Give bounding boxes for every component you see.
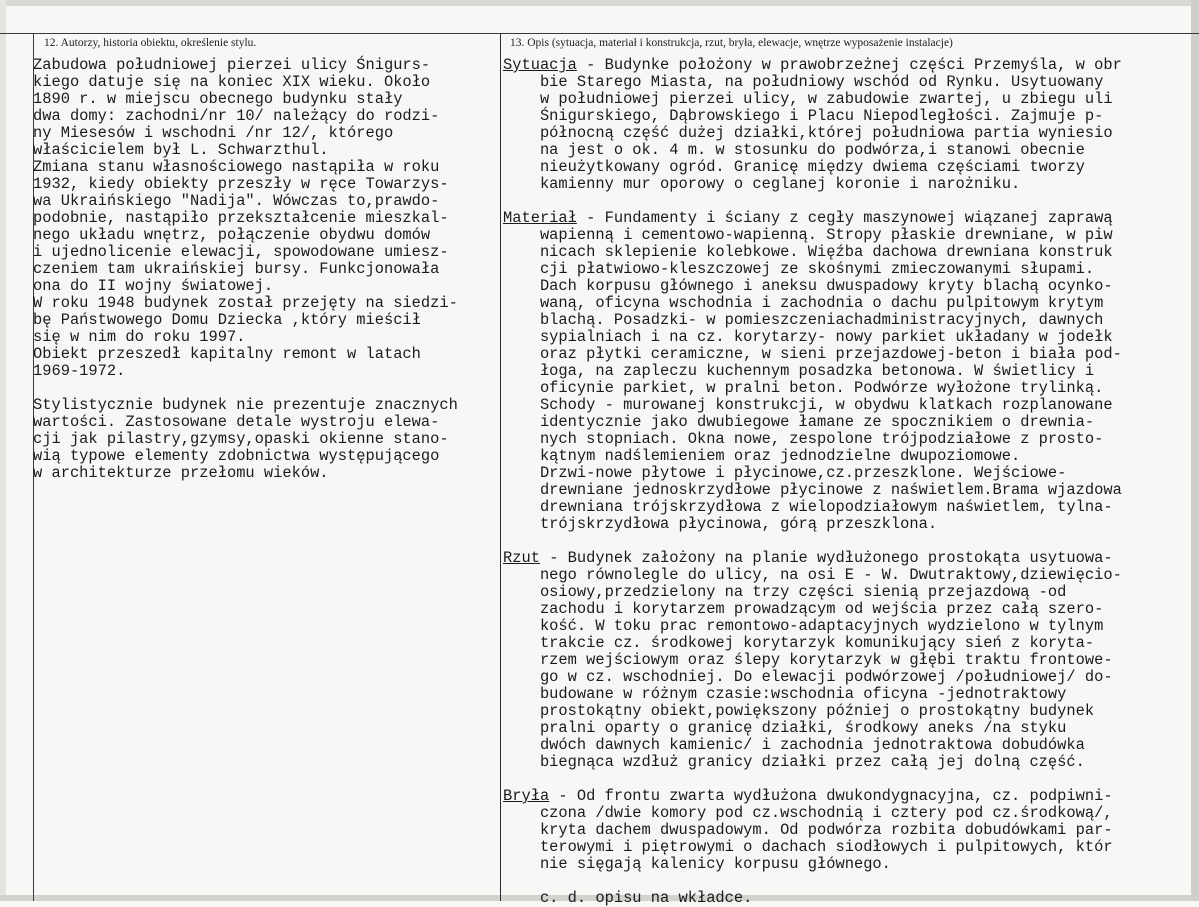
line-text: dwóch dawnych kamienic/ i zachodnia jednotraktowa dobudówka: [503, 736, 1085, 754]
line-text: północną część dużej działki,której południowa partia wyniesio: [503, 124, 1113, 142]
line-text: cji płatwiowo-kleszczowej ze skośnymi zmieczowanymi słupami.: [503, 260, 1095, 278]
text-line: [503, 771, 1122, 788]
section-lead: Sytuacja: [503, 56, 577, 74]
line-text: Schody - murowanej konstrukcji, w obydwu klatkach rozplanowane: [503, 396, 1113, 414]
text-line: [503, 618, 1122, 635]
section-13-header: 13. Opis (sytuacja, materiał i konstrukcja, rzut, bryła, elewacje, wnętrze wyposażenie instalacje): [510, 37, 953, 49]
text-line: [503, 567, 1122, 584]
line-text: bie Starego Miasta, na południowy wschód od Rynku. Usytuowany: [503, 73, 1104, 91]
text-line: podobnie, nastąpiło przekształcenie mieszkal-: [33, 209, 449, 227]
text-line: czeniem tam ukraińskiej bursy. Funkcjonowała: [33, 260, 440, 278]
text-line: [503, 822, 1122, 839]
text-line: [503, 635, 1122, 652]
text-line: [503, 193, 1122, 210]
text-line: bę Państwowego Domu Dziecka ,który mieścił: [33, 311, 421, 329]
line-text: biegnąca wzdłuż granicy działki przez całą jej dolną część.: [503, 753, 1085, 771]
text-line: [503, 839, 1122, 856]
text-line: [503, 856, 1122, 873]
line-text: drewniana trójskrzydłowa z wielopodziałowym naświetlem, tylna-: [503, 498, 1113, 516]
text-line: [503, 125, 1122, 142]
text-line: [503, 890, 1122, 907]
line-text: nie sięgają kalenicy korpusu głównego.: [503, 855, 891, 873]
line-text: na jest o ok. 4 m. w stosunku do podwórza,i stanowi obecnie: [503, 141, 1085, 159]
line-text: rzem wejściowym oraz ślepy korytarzyk w głębi traktu frontowe-: [503, 651, 1113, 669]
text-line: dwa domy: zachodni/nr 10/ należący do rodzi-: [33, 107, 440, 125]
text-line: [503, 601, 1122, 618]
text-line: [503, 380, 1122, 397]
text-line: [503, 142, 1122, 159]
line-text: sypialniach i na cz. korytarzy- nowy parkiet układany w jodełk: [503, 328, 1113, 346]
text-line: [503, 312, 1122, 329]
text-line: [503, 805, 1122, 822]
text-line: Obiekt przeszedł kapitalny remont w latach: [33, 345, 421, 363]
text-line: się w nim do roku 1997.: [33, 328, 246, 346]
text-line: [503, 74, 1122, 91]
scan-top-edge: [0, 0, 1199, 6]
text-line: [503, 499, 1122, 516]
text-line: nego układu wnętrz, połączenie obydwu domów: [33, 226, 431, 244]
line-text: terowymi i piętrowymi o dachach siodłowych i pulpitowych, któr: [503, 838, 1113, 856]
line-text: kamienny mur oporowy o ceglanej koronie i narożniku.: [503, 175, 1021, 193]
text-line: 1890 r. w miejscu obecnego budynku stały: [33, 90, 403, 108]
line-text: kątnym nadślemieniem oraz jednodzielne dwupoziomowe.: [503, 447, 1021, 465]
text-line: [503, 465, 1122, 482]
text-line: [503, 346, 1122, 363]
text-line: [503, 261, 1122, 278]
line-text: czona /dwie komory pod cz.wschodnią i cztery pod cz.środkową/,: [503, 804, 1113, 822]
line-text: kryta dachem dwuspadowym. Od podwórza rozbita dobudówkami par-: [503, 821, 1113, 839]
text-line: [503, 414, 1122, 431]
text-line: [503, 159, 1122, 176]
scan-left-edge: [0, 0, 6, 901]
history-text-column: [33, 57, 458, 482]
section-line: [503, 210, 1122, 227]
scan-right-edge: [1191, 0, 1199, 901]
line-text: wapienną i cementowo-wapienną. Stropy płaskie drewniane, w piw: [503, 226, 1113, 244]
text-line: [503, 397, 1122, 414]
text-line: cji jak pilastry,gzymsy,opaski okienne stano-: [33, 430, 449, 448]
line-text: Dach korpusu głównego i aneksu dwuspadowy kryty blachą ocynko-: [503, 277, 1113, 295]
section-lead: Rzut: [503, 549, 540, 567]
text-line: [503, 176, 1122, 193]
text-line: właścicielem był L. Schwarzthul.: [33, 141, 329, 159]
text-line: w architekturze przełomu wieków.: [33, 464, 329, 482]
line-text: Śnigurskiego, Dąbrowskiego i Placu Niepodległości. Zajmuje p-: [503, 107, 1104, 125]
line-text: zachodu i korytarzem prowadzącym od wejścia przez całą szero-: [503, 600, 1104, 618]
text-line: [503, 108, 1122, 125]
line-text: trakcie cz. środkowej korytarzyk komunikujący sień z koryta-: [503, 634, 1095, 652]
line-text: prostokątny obiekt,powiększony później o prostokątny budynek: [503, 702, 1095, 720]
line-text: - Budynek założony na planie wydłużonego prostokąta usytuowa-: [539, 549, 1113, 567]
text-line: [503, 669, 1122, 686]
line-text: budowane w różnym czasie:wschodnia oficyna -jednotraktowy: [503, 685, 1067, 703]
text-line: 1969-1972.: [33, 362, 126, 380]
line-text: pralni oparty o granicę działki, środkowy aneks /na styku: [503, 719, 1067, 737]
line-text: c. d. opisu na wkładce.: [503, 889, 753, 907]
text-line: [503, 652, 1122, 669]
text-line: ona do II wojny światowej.: [33, 277, 274, 295]
line-text: go w cz. wschodniej. Do elewacji podwórzowej /południowej/ do-: [503, 668, 1113, 686]
text-line: [503, 720, 1122, 737]
text-line: Zmiana stanu własnościowego nastąpiła w roku: [33, 158, 440, 176]
text-line: wa Ukraińskiego "Nadija". Wówczas to,prawdo-: [33, 192, 440, 210]
text-line: 1932, kiedy obiekty przeszły w ręce Towarzys-: [33, 175, 449, 193]
text-line: [503, 448, 1122, 465]
text-line: Zabudowa południowej pierzei ulicy Śnigurs-: [33, 56, 431, 74]
line-text: w południowej pierzei ulicy, w zabudowie zwartej, u zbiegu uli: [503, 90, 1113, 108]
line-text: blachą. Posadzki- w pomieszczeniachadministracyjnych, dawnych: [503, 311, 1104, 329]
line-text: - Od frontu zwarta wydłużona dwukondygnacyjna, cz. podpiwni-: [549, 787, 1113, 805]
text-line: [503, 754, 1122, 771]
text-line: [503, 91, 1122, 108]
text-line: [503, 431, 1122, 448]
line-text: oraz płytki ceramiczne, w sieni przejazdowej-beton i biała pod-: [503, 345, 1122, 363]
section-12-header: 12. Autorzy, historia obiektu, określenie stylu.: [44, 37, 257, 49]
line-text: - Budynke położony w prawobrzeżnej części Przemyśla, w obr: [576, 56, 1122, 74]
text-line: kiego datuje się na koniec XIX wieku. Około: [33, 73, 431, 91]
line-text: łoga, na zapleczu kuchennym posadzka betonowa. W świetlicy i: [503, 362, 1095, 380]
text-line: [503, 227, 1122, 244]
line-text: - Fundamenty i ściany z cegły maszynowej wiązanej zaprawą: [576, 209, 1113, 227]
text-line: [503, 533, 1122, 550]
section-lead: Bryła: [503, 787, 550, 805]
line-text: osiowy,przedzielony na trzy części sienią przejazdową -od: [503, 583, 1067, 601]
line-text: nych stopniach. Okna nowe, zespolone trójpodziałowe z prosto-: [503, 430, 1104, 448]
text-line: [503, 584, 1122, 601]
text-line: [503, 363, 1122, 380]
text-line: [33, 380, 458, 397]
text-line: [503, 737, 1122, 754]
text-line: [503, 703, 1122, 720]
line-text: trójskrzydłowa płycinowa, górą przeszklona.: [503, 515, 938, 533]
text-line: [503, 686, 1122, 703]
section-line: [503, 788, 1122, 805]
section-line: [503, 550, 1122, 567]
line-text: drewniane jednoskrzydłowe płycinowe z naświetlem.Brama wjazdowa: [503, 481, 1122, 499]
text-line: i ujednolicenie elewacji, spowodowane umiesz-: [33, 243, 449, 261]
description-text-column: [503, 57, 1122, 907]
text-line: Stylistycznie budynek nie prezentuje znacznych: [33, 396, 458, 414]
line-text: nego równolegle do ulicy, na osi E - W. Dwutraktowy,dziewięcio-: [503, 566, 1122, 584]
form-top-rule: [0, 33, 1199, 34]
line-text: kość. W toku prac remontowo-adaptacyjnych wydzielono w tylnym: [503, 617, 1104, 635]
line-text: Drzwi-nowe płytowe i płycinowe,cz.przeszklone. Wejściowe-: [503, 464, 1067, 482]
line-text: nieużytkowany ogród. Granicę między dwiema częściami tworzy: [503, 158, 1085, 176]
text-line: [503, 873, 1122, 890]
line-text: waną, oficyna wschodnia i zachodnia o dachu pulpitowym krytym: [503, 294, 1104, 312]
text-line: [503, 482, 1122, 499]
text-line: [503, 295, 1122, 312]
text-line: [503, 278, 1122, 295]
text-line: [503, 244, 1122, 261]
line-text: identycznie jako dwubiegowe łamane ze spocznikiem o drewnia-: [503, 413, 1095, 431]
section-lead: Materiał: [503, 209, 577, 227]
column-divider: [500, 33, 501, 901]
text-line: wią typowe elementy zdobnictwa występującego: [33, 447, 440, 465]
text-line: [503, 516, 1122, 533]
text-line: [503, 329, 1122, 346]
line-text: oficynie parkiet, w pralni beton. Podwórze wyłożone trylinką.: [503, 379, 1104, 397]
text-line: wartości. Zastosowane detale wystroju elewa-: [33, 413, 440, 431]
line-text: nicach sklepienie kolebkowe. Więźba dachowa drewniana konstruk: [503, 243, 1113, 261]
text-line: ny Miesesów i wschodni /nr 12/, którego: [33, 124, 394, 142]
text-line: W roku 1948 budynek został przejęty na siedzi-: [33, 294, 458, 312]
section-line: [503, 57, 1122, 74]
